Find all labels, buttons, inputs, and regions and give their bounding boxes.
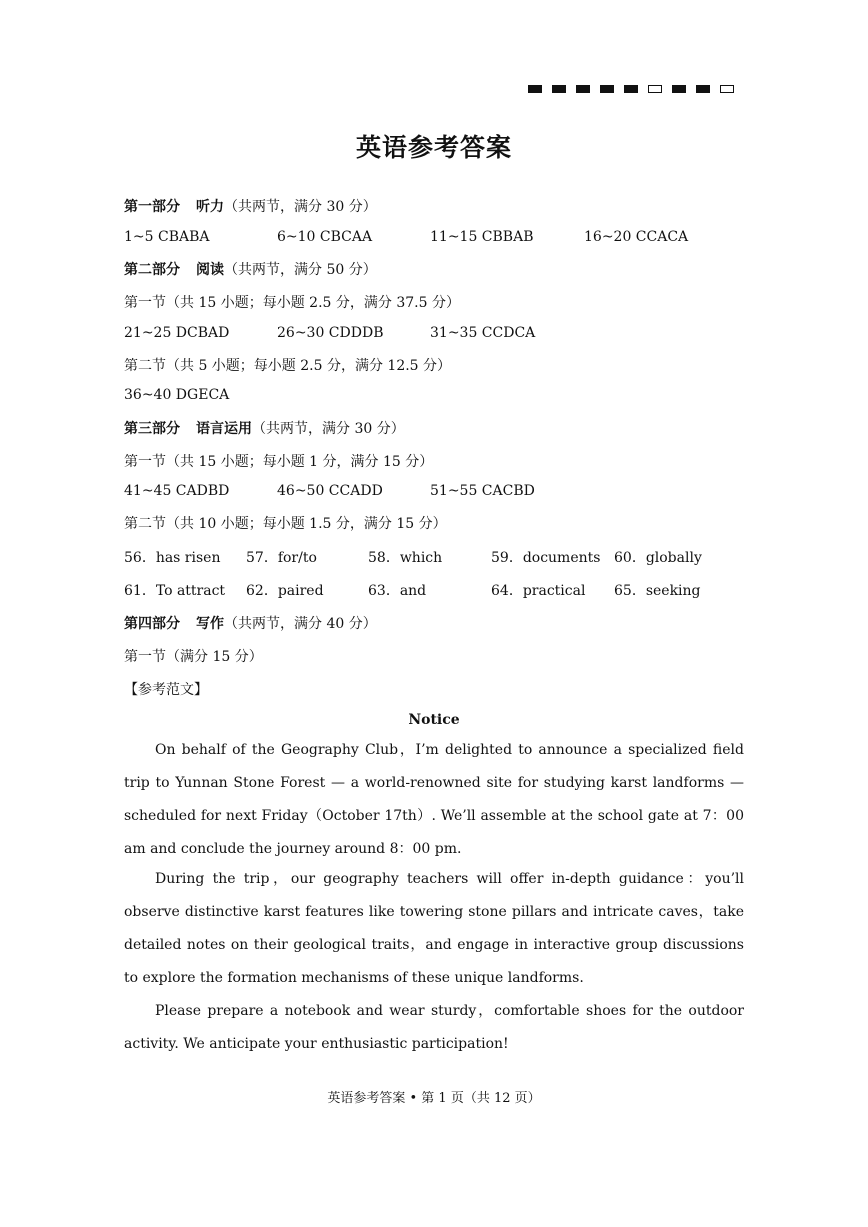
header-mark (696, 85, 710, 93)
fill-answer: 58．which (368, 550, 443, 566)
header-mark (576, 85, 590, 93)
answer-group: 1~5 CBABA (124, 229, 210, 245)
part4-note: （共两节，满分 40 分） (224, 616, 377, 632)
part1-note: （共两节，满分 30 分） (224, 199, 377, 215)
section-heading: 第一节（满分 15 分） (124, 649, 263, 665)
header-marks (528, 85, 734, 93)
fill-answer: 60．globally (614, 550, 702, 566)
section-heading: 第一节（共 15 小题；每小题 2.5 分，满分 37.5 分） (124, 295, 460, 311)
answer-group: 46~50 CCADD (277, 483, 383, 499)
part2-heading-line (124, 259, 377, 279)
part2-heading: 第二部分 (124, 262, 180, 278)
fill-answer: 63．and (368, 583, 427, 599)
part4-heading: 第四部分 (124, 616, 180, 632)
answer-group: 11~15 CBBAB (430, 229, 534, 245)
header-mark (600, 85, 614, 93)
answer-group: 16~20 CCACA (584, 229, 689, 245)
part3-heading-line (124, 418, 405, 438)
fill-answer: 65．seeking (614, 583, 701, 599)
part3-heading: 第三部分 (124, 421, 180, 437)
part1-heading-line (124, 196, 377, 216)
header-mark (720, 85, 734, 93)
fill-answer: 62．paired (246, 583, 324, 599)
notice-title: Notice (408, 712, 460, 728)
page-title: 英语参考答案 (355, 133, 512, 162)
header-mark (672, 85, 686, 93)
fill-answer: 61．To attract (124, 583, 226, 599)
section-heading: 第二节（共 5 小题；每小题 2.5 分，满分 12.5 分） (124, 358, 452, 374)
page-footer: 英语参考答案 • 第 1 页（共 12 页） (327, 1091, 541, 1106)
section-heading: 第一节（共 15 小题；每小题 1 分，满分 15 分） (124, 454, 434, 470)
answer-group: 36~40 DGECA (124, 387, 230, 403)
part3-name: 语言运用 (196, 421, 252, 437)
notice-paragraph: On behalf of the Geography Club，I’m delighted to announce a specialized field trip to Yunnan Stone Forest — a world-renowned site for studying karst landforms — scheduled for next Friday（October 17th）. We’ll assemble at the school gate at 7：00 am and conclude the journey around 8：00 pm. (124, 742, 744, 857)
fill-answer: 57．for/to (246, 550, 317, 566)
part1-name: 听力 (196, 199, 224, 215)
header-mark (552, 85, 566, 93)
section-heading: 第二节（共 10 小题；每小题 1.5 分，满分 15 分） (124, 516, 447, 532)
answer-group: 26~30 CDDDB (277, 325, 384, 341)
part3-note: （共两节，满分 30 分） (252, 421, 405, 437)
part1-heading: 第一部分 (124, 199, 180, 215)
fill-answer: 64．practical (491, 583, 586, 599)
answer-group: 51~55 CACBD (430, 483, 535, 499)
part2-name: 阅读 (196, 262, 224, 278)
answer-group: 31~35 CCDCA (430, 325, 536, 341)
header-mark (528, 85, 542, 93)
answer-group: 21~25 DCBAD (124, 325, 230, 341)
header-mark (624, 85, 638, 93)
part4-heading-line (124, 613, 377, 633)
answer-group: 41~45 CADBD (124, 483, 230, 499)
fill-answer: 59．documents (491, 550, 601, 566)
fill-answer: 56．has risen (124, 550, 221, 566)
part2-note: （共两节，满分 50 分） (224, 262, 377, 278)
notice-paragraph: During the trip，our geography teachers will offer in-depth guidance：you’ll observe distinctive karst features like towering stone pillars and intricate caves，take detailed notes on their geological traits，and engage in interactive group discussions to explore the formation mechanisms of these unique landforms. (124, 871, 744, 986)
header-mark (648, 85, 662, 93)
part4-name: 写作 (196, 616, 224, 632)
notice-paragraph: Please prepare a notebook and wear sturdy，comfortable shoes for the outdoor activity. We anticipate your enthusiastic participation! (124, 1003, 744, 1052)
answer-group: 6~10 CBCAA (277, 229, 373, 245)
sample-label: 【参考范文】 (124, 682, 208, 698)
